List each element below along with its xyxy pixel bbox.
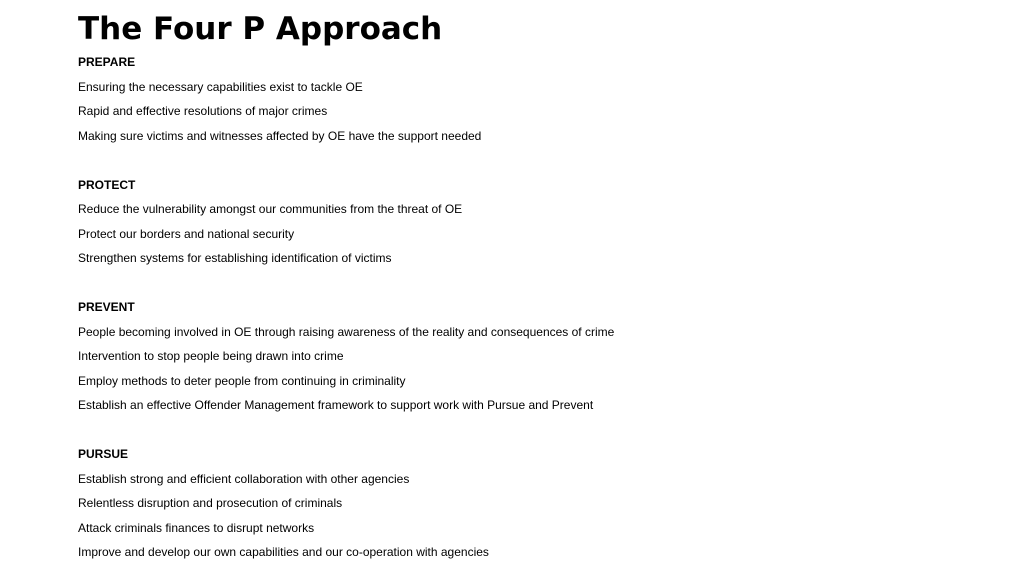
section-prevent — [78, 295, 978, 418]
section-item: Ensuring the necessary capabilities exist to tackle OE — [78, 79, 363, 94]
section-pursue — [78, 442, 978, 565]
slide-content — [78, 50, 978, 565]
section-heading: PURSUE — [78, 447, 129, 461]
section-item: Reduce the vulnerability amongst our communities from the threat of OE — [78, 202, 463, 216]
section-item: People becoming involved in OE through raising awareness of the reality and consequences of crime — [78, 324, 615, 339]
section-heading: PROTECT — [78, 177, 136, 192]
section-item: Making sure victims and witnesses affected by OE have the support needed — [78, 128, 482, 143]
section-prepare — [78, 50, 978, 148]
section-item: Improve and develop our own capabilities and our co-operation with agencies — [78, 545, 489, 559]
section-item: Intervention to stop people being drawn into crime — [78, 349, 344, 363]
section-item: Relentless disruption and prosecution of criminals — [78, 496, 343, 510]
section-item: Protect our borders and national security — [78, 226, 295, 241]
section-item: Attack criminals finances to disrupt networks — [78, 520, 315, 535]
section-heading: PREVENT — [78, 300, 135, 314]
slide-title: The Four P Approach — [78, 11, 443, 47]
section-item: Establish strong and efficient collaboration with other agencies — [78, 471, 410, 486]
section-item: Rapid and effective resolutions of major crimes — [78, 104, 328, 118]
section-item: Employ methods to deter people from continuing in criminality — [78, 373, 406, 388]
section-item: Strengthen systems for establishing identification of victims — [78, 251, 392, 265]
section-item: Establish an effective Offender Management framework to support work with Pursue and Prevent — [78, 398, 594, 412]
section-heading: PREPARE — [78, 55, 136, 69]
section-protect — [78, 173, 978, 271]
